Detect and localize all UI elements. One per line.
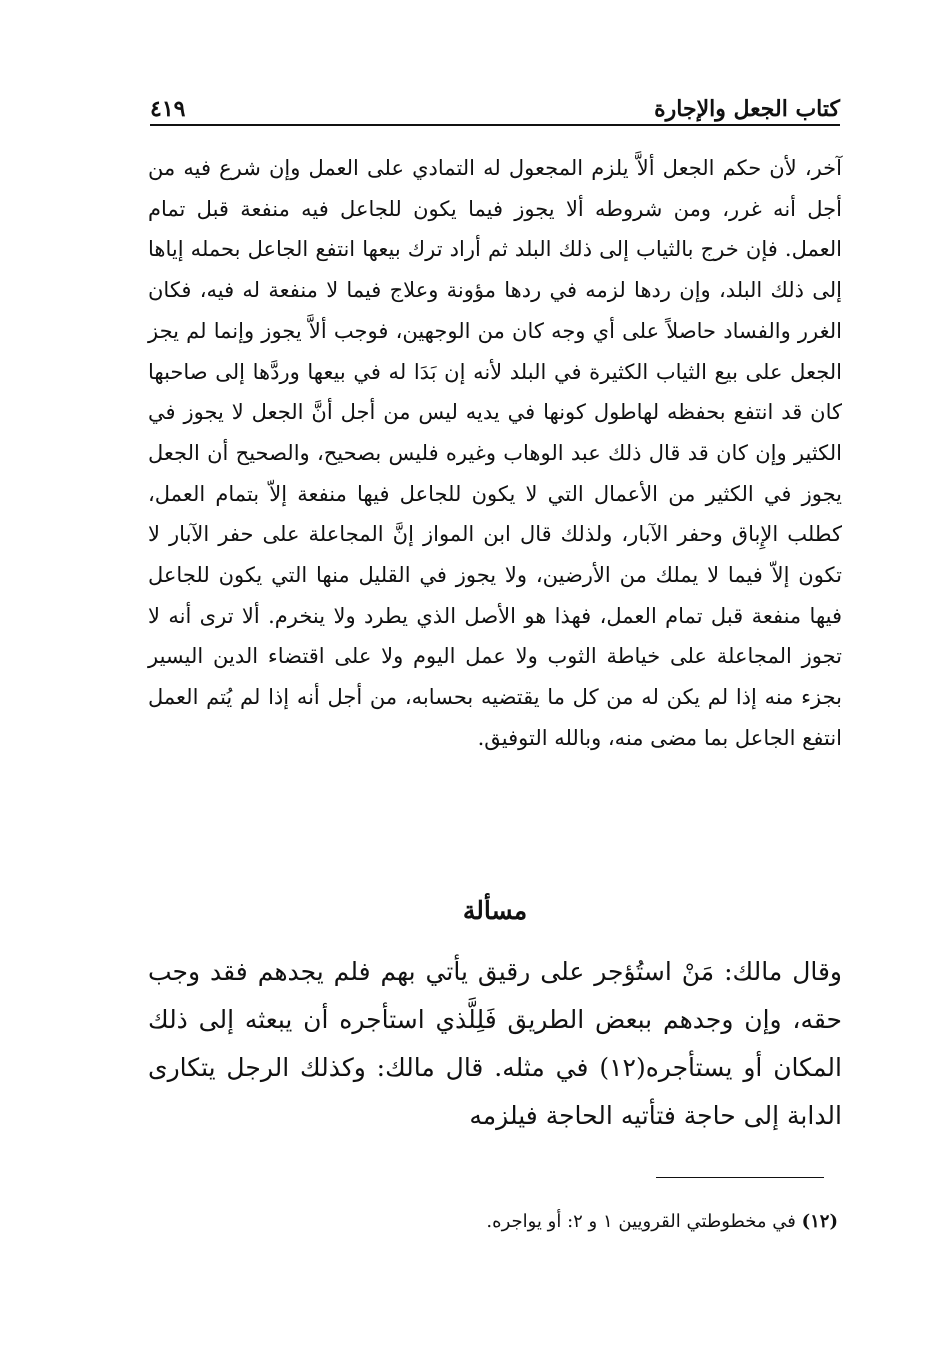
header-divider (150, 124, 840, 126)
body-paragraph: آخر، لأن حكم الجعل ألاَّ يلزم المجعول له التمادي على العمل وإن شرع فيه من أجل أنه غرر، ومن شروطه ألا يجوز فيما يكون للجاعل فيه منفعة قبل تمام العمل. فإن خرج بالثياب إلى ذلك البلد ثم أراد ترك بيعها انتفع الجاعل بحمله إياها إلى ذلك البلد، وإن ردها لزمه في ردها مؤونة وعلاج فيما لا منفعة له فيه، فكان الغرر والفساد حاصلاً على أي وجه كان من الوجهين، فوجب ألاَّ يجوز وإنما لم يجز الجعل على بيع الثياب الكثيرة في البلد لأنه إن بَدَا له في بيعها وردَّها إلى صاحبها كان قد انتفع بحفظه لهاطول كونها في يديه ليس من أجل أنَّ الجعل لا يجوز في الكثير وإن كان قد قال ذلك عبد الوهاب وغيره فليس بصحيح، والصحيح أن الجعل يجوز في الكثير من الأعمال التي لا يكون للجاعل فيها منفعة إلاّ بتمام العمل، كطلب الإِباق وحفر الآبار، ولذلك قال ابن المواز إنَّ المجاعلة على حفر الآبار لا تكون إلاّ فيما لا يملك من الأرضين، ولا يجوز في القليل منها التي يكون للجاعل فيها منفعة قبل تمام العمل، فهذا هو الأصل الذي يطرد ولا ينخرم. ألا ترى أنه لا تجوز المجاعلة على خياطة الثوب ولا عمل اليوم ولا على اقتضاء الدين اليسير بجزء منه إذا لم يكن له من كل ما يقتضيه بحسابه، من أجل أنه إذا لم يُتم العمل انتفع الجاعل بما مضى منه، وبالله التوفيق. (148, 156, 842, 750)
page-number: ٤١٩ (150, 96, 186, 122)
running-header (150, 84, 840, 122)
footnote (150, 1208, 838, 1236)
footnote-text: في مخطوطتي القرويين ١ و ٢: أو يواجره. (486, 1211, 796, 1232)
footnote-number: (١٢) (801, 1211, 838, 1232)
section-heading: مسألة (462, 896, 528, 925)
chapter-title: كتاب الجعل والإجارة (654, 96, 840, 122)
section-paragraph: وقال مالك: مَنْ استُؤجر على رقيق يأتي بهم فلم يجدهم فقد وجب حقه، وإن وجدهم ببعض الطريق فَلِلَّذي استأجره أن يبعثه إلى ذلك المكان أو يستأجره(١٢) في مثله. قال مالك: وكذلك الرجل يتكارى الدابة إلى حاجة فتأتيه الحاجة فيلزمه (148, 957, 842, 1130)
footnote-divider (656, 1177, 824, 1178)
